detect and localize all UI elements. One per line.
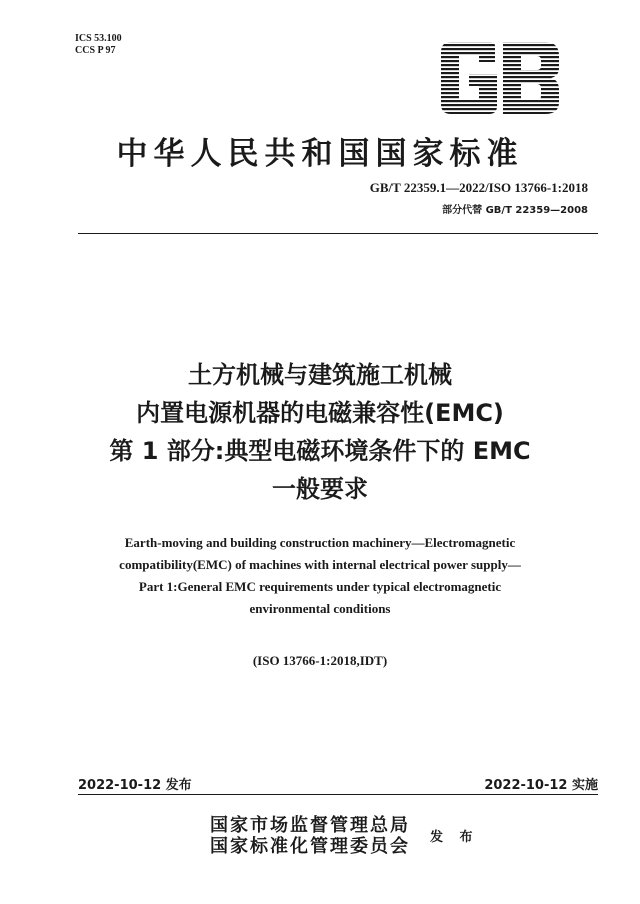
issuing-authorities [210, 815, 410, 857]
chinese-title-line: 内置电源机器的电磁兼容性(EMC) [136, 399, 504, 427]
issuer-sac: 国家标准化管理委员会 [210, 836, 410, 857]
replaces-note: 部分代替 GB/T 22359—2008 [442, 205, 588, 216]
implementation-date: 2022-10-12 实施 [484, 778, 598, 793]
iso-equivalence: (ISO 13766-1:2018,IDT) [252, 653, 388, 668]
english-title [0, 532, 640, 620]
footer-divider [78, 794, 598, 795]
standard-number: GB/T 22359.1—2022/ISO 13766-1:2018 [369, 180, 588, 195]
chinese-title-line: 第 1 部分:典型电磁环境条件下的 EMC [109, 437, 531, 465]
gb-logo-icon [437, 40, 563, 116]
ccs-code: CCS P 97 [75, 45, 116, 56]
national-standard-title: 中华人民共和国国家标准 [116, 136, 524, 172]
english-title-line: Part 1:General EMC requirements under typical electromagnetic [138, 579, 502, 594]
chinese-title-line: 一般要求 [272, 475, 368, 503]
chinese-title-line: 土方机械与建筑施工机械 [188, 361, 452, 389]
issue-action: 发 布 [430, 830, 479, 845]
ics-code: ICS 53.100 [75, 33, 122, 44]
issuer-samr: 国家市场监督管理总局 [210, 815, 410, 836]
issue-date: 2022-10-12 发布 [78, 778, 192, 793]
english-title-line: compatibility(EMC) of machines with internal electrical power supply— [119, 557, 521, 572]
chinese-title [0, 356, 640, 508]
header-divider [78, 233, 598, 234]
english-title-line: Earth-moving and building construction machinery—Electromagnetic [124, 535, 516, 550]
english-title-line: environmental conditions [249, 601, 391, 616]
classification-codes [75, 33, 122, 57]
